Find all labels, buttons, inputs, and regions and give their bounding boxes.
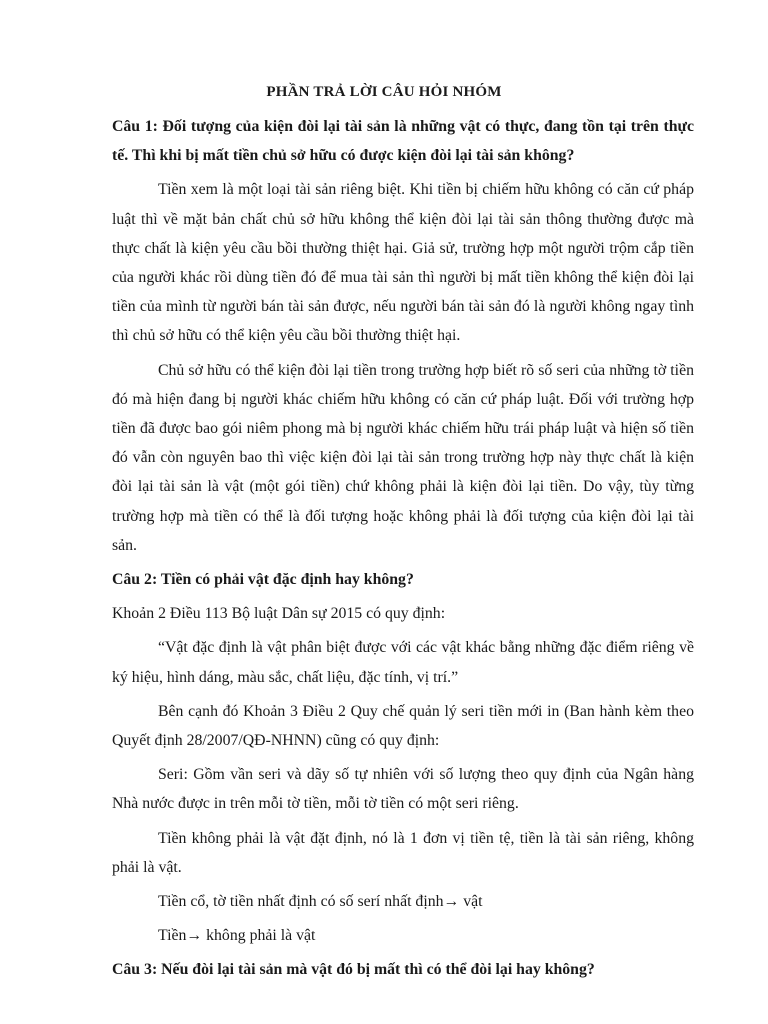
paragraph-5: Bên cạnh đó Khoản 3 Điều 2 Quy chế quản lý seri tiền mới in (Ban hành kèm theo Quyết định 28/2007/QĐ-NHNN) cũng có quy định: <box>112 702 694 750</box>
question-1: Câu 1: Đối tượng của kiện đòi lại tài sản là những vật có thực, đang tồn tại trên thực tế. Thì khi bị mất tiền chủ sở hữu có được kiện đòi lại tài sản không? <box>112 118 694 165</box>
paragraph-3: Khoản 2 Điều 113 Bộ luật Dân sự 2015 có quy định: <box>112 605 446 623</box>
paragraph-7: Tiền không phải là vật đặt định, nó là 1 đơn vị tiền tệ, tiền là tài sản riêng, không phải là vật. <box>112 829 694 876</box>
document-title: PHẦN TRẢ LỜI CÂU HỎI NHÓM <box>266 84 502 100</box>
paragraph-4: “Vật đặc định là vật phân biệt được với các vật khác bằng những đặc điểm riêng về ký hiệu, hình dáng, màu sắc, chất liệu, đặc tính, vị trí.” <box>112 639 694 686</box>
paragraph-9: Tiền→ không phải là vật <box>158 927 316 945</box>
paragraph-2: Chủ sở hữu có thể kiện đòi lại tiền trong trường hợp biết rõ số seri của những tờ tiền đó mà hiện đang bị người khác chiếm hữu không có căn cứ pháp luật. Đối với trường hợp tiền đã được bao gói niêm phong mà bị người khác chiếm hữu trái pháp luật và hiện số tiền đó vẫn còn nguyên bao thì việc kiện đòi lại tài sản trong trường hợp này thực chất là kiện đòi lại tài sản là vật (một gói tiền) chứ không phải là kiện đòi lại tiền. Do vậy, tùy từng trường hợp mà tiền có thể là đối tượng hoặc không phải là đối tượng của kiện đòi lại tài sản. <box>112 361 694 554</box>
question-2: Câu 2: Tiền có phải vật đặc định hay không? <box>112 571 414 589</box>
paragraph-8: Tiền cổ, tờ tiền nhất định có số serí nhất định→ vật <box>158 893 483 911</box>
document-body <box>112 112 694 990</box>
paragraph-6: Seri: Gồm vần seri và dãy số tự nhiên với số lượng theo quy định của Ngân hàng Nhà nước được in trên mỗi tờ tiền, mỗi tờ tiền có một seri riêng. <box>112 766 694 813</box>
paragraph-1: Tiền xem là một loại tài sản riêng biệt. Khi tiền bị chiếm hữu không có căn cứ pháp luật thì về mặt bản chất chủ sở hữu không thể kiện đòi lại tài sản thông thường được mà thực chất là kiện yêu cầu bồi thường thiệt hại. Giả sử, trường hợp một người trộm cắp tiền của người khác rồi dùng tiền đó để mua tài sản thì người bị mất tiền không thể kiện đòi lại tiền của mình từ người bán tài sản được, nếu người bán tài sản đó là người không ngay tình thì chủ sở hữu có thể kiện yêu cầu bồi thường thiệt hại. <box>112 181 694 345</box>
question-3: Câu 3: Nếu đòi lại tài sản mà vật đó bị mất thì có thể đòi lại hay không? <box>112 961 595 979</box>
